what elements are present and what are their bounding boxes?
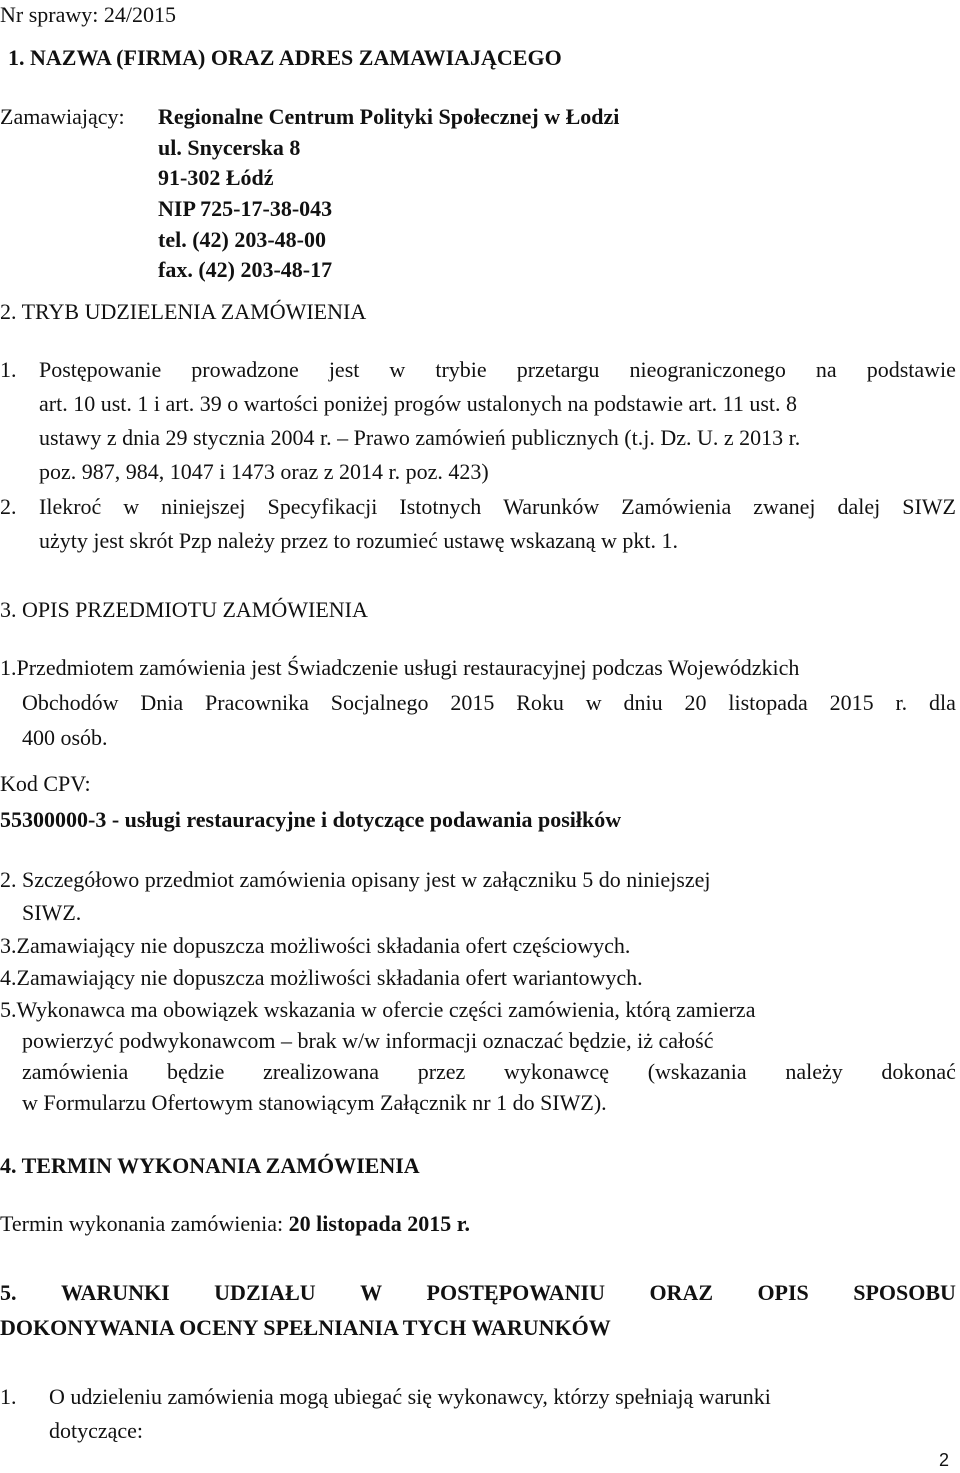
word: dniu: [623, 690, 663, 715]
procedure-text-line-2: art. 10 ust. 1 i art. 39 o wartości poniżej progów ustalonych na podstawie art. 11 ust. 8: [39, 391, 798, 416]
word: przetargu: [516, 357, 600, 382]
cpv-value: 55300000-3 - usługi restauracyjne i dotyczące podawania posiłków: [0, 807, 622, 832]
detail-text-line-1: 2. Szczegółowo przedmiot zamówienia opisany jest w załączniku 5 do niniejszej: [0, 867, 711, 892]
word: r.: [895, 690, 908, 715]
orderer-street: ul. Snycerska 8: [158, 135, 301, 160]
siwz-definition-line-1: [39, 496, 956, 518]
word: ORAZ: [649, 1280, 713, 1305]
word: zwanej: [753, 494, 816, 519]
word: listopada: [728, 690, 808, 715]
word: 5.: [0, 1280, 17, 1305]
subcontractor-text-line-2: powierzyć podwykonawcom – brak w/w informacji oznaczać będzie, iż całość: [22, 1028, 714, 1053]
word: Pracownika: [205, 690, 309, 715]
section-5-heading-line-2: DOKONYWANIA OCENY SPEŁNIANIA TYCH WARUNKÓW: [0, 1315, 611, 1340]
word: Socjalnego: [330, 690, 429, 715]
orderer-fax: fax. (42) 203-48-17: [158, 257, 333, 282]
page-number: 2: [939, 1450, 950, 1470]
word: przez: [417, 1059, 466, 1084]
word: OPIS: [757, 1280, 809, 1305]
section-1-heading: 1. NAZWA (FIRMA) ORAZ ADRES ZAMAWIAJĄCEGO: [8, 45, 562, 70]
word: 20: [684, 690, 707, 715]
detail-text-line-2: SIWZ.: [22, 900, 82, 925]
word: niniejszej: [161, 494, 246, 519]
word: UDZIAŁU: [214, 1280, 316, 1305]
conditions-text-line-1: O udzieleniu zamówienia mogą ubiegać się wykonawcy, którzy spełniają warunki: [49, 1384, 771, 1409]
word: dla: [929, 690, 956, 715]
word: zamówienia: [22, 1059, 129, 1084]
word: POSTĘPOWANIU: [426, 1280, 605, 1305]
word: należy: [785, 1059, 843, 1084]
orderer-city: 91-302 Łódź: [158, 165, 274, 190]
word: trybie: [435, 357, 487, 382]
subcontractor-text-line-1: 5.Wykonawca ma obowiązek wskazania w ofercie części zamówienia, którą zamierza: [0, 997, 756, 1022]
section-3-heading: 3. OPIS PRZEDMIOTU ZAMÓWIENIA: [0, 597, 368, 622]
word: w: [585, 690, 602, 715]
orderer-name: Regionalne Centrum Polityki Społecznej w Łodzi: [158, 104, 620, 129]
procedure-text-line-4: poz. 987, 984, 1047 i 1473 oraz z 2014 r. poz. 423): [39, 459, 489, 484]
word: Obchodów: [22, 690, 119, 715]
word: Warunków: [503, 494, 600, 519]
list-number: 1.: [0, 1384, 17, 1409]
orderer-tel: tel. (42) 203-48-00: [158, 227, 327, 252]
subcontractor-text-line-4: w Formularzu Ofertowym stanowiącym Załącznik nr 1 do SIWZ).: [22, 1090, 607, 1115]
word: SIWZ: [902, 494, 956, 519]
word: SPOSOBU: [853, 1280, 956, 1305]
subject-text-line-1: 1.Przedmiotem zamówienia jest Świadczenie usługi restauracyjnej podczas Wojewódzkich: [0, 655, 800, 680]
word: podstawie: [866, 357, 956, 382]
list-number: 1.: [0, 357, 17, 382]
word: Istotnych: [399, 494, 482, 519]
word: W: [360, 1280, 383, 1305]
word: na: [815, 357, 837, 382]
word: Roku: [516, 690, 564, 715]
subcontractor-text-line-3: [22, 1061, 956, 1083]
cpv-label: Kod CPV:: [0, 771, 91, 796]
word: Zamówienia: [621, 494, 732, 519]
section-5-heading-line-1: [0, 1282, 956, 1304]
word: 2015: [829, 690, 874, 715]
word: w: [123, 494, 140, 519]
word: prowadzone: [191, 357, 299, 382]
procedure-text-line-1: [39, 359, 956, 381]
deadline-label: Termin wykonania zamówienia:: [0, 1211, 289, 1236]
partial-offers-text: 3.Zamawiający nie dopuszcza możliwości składania ofert częściowych.: [0, 933, 631, 958]
deadline-line: [0, 1213, 470, 1235]
word: będzie: [166, 1059, 225, 1084]
orderer-nip: NIP 725-17-38-043: [158, 196, 333, 221]
section-4-heading: 4. TERMIN WYKONANIA ZAMÓWIENIA: [0, 1153, 420, 1178]
word: 2015: [450, 690, 495, 715]
word: Dnia: [140, 690, 184, 715]
word: dalej: [837, 494, 881, 519]
word: zrealizowana: [263, 1059, 380, 1084]
list-number: 2.: [0, 494, 17, 519]
word: Ilekroć: [39, 494, 102, 519]
word: w: [389, 357, 406, 382]
subject-text-line-3: 400 osób.: [22, 725, 108, 750]
word: jest: [328, 357, 360, 382]
orderer-label: Zamawiający:: [0, 104, 125, 129]
variant-offers-text: 4.Zamawiający nie dopuszcza możliwości składania ofert wariantowych.: [0, 965, 643, 990]
word: dokonać: [881, 1059, 956, 1084]
word: Specyfikacji: [267, 494, 378, 519]
subject-text-line-2: [22, 692, 956, 714]
word: Postępowanie: [39, 357, 162, 382]
deadline-value: 20 listopada 2015 r.: [288, 1211, 470, 1236]
procedure-text-line-3: ustawy z dnia 29 stycznia 2004 r. – Prawo zamówień publicznych (t.j. Dz. U. z 2013 r.: [39, 425, 801, 450]
word: wykonawcę: [503, 1059, 610, 1084]
section-2-heading: 2. TRYB UDZIELENIA ZAMÓWIENIA: [0, 299, 367, 324]
conditions-text-line-2: dotyczące:: [49, 1418, 144, 1443]
word: nieograniczonego: [629, 357, 786, 382]
word: WARUNKI: [60, 1280, 170, 1305]
word: (wskazania: [647, 1059, 747, 1084]
siwz-definition-line-2: użyty jest skrót Pzp należy przez to rozumieć ustawę wskazaną w pkt. 1.: [39, 528, 679, 553]
case-number: Nr sprawy: 24/2015: [0, 2, 176, 27]
